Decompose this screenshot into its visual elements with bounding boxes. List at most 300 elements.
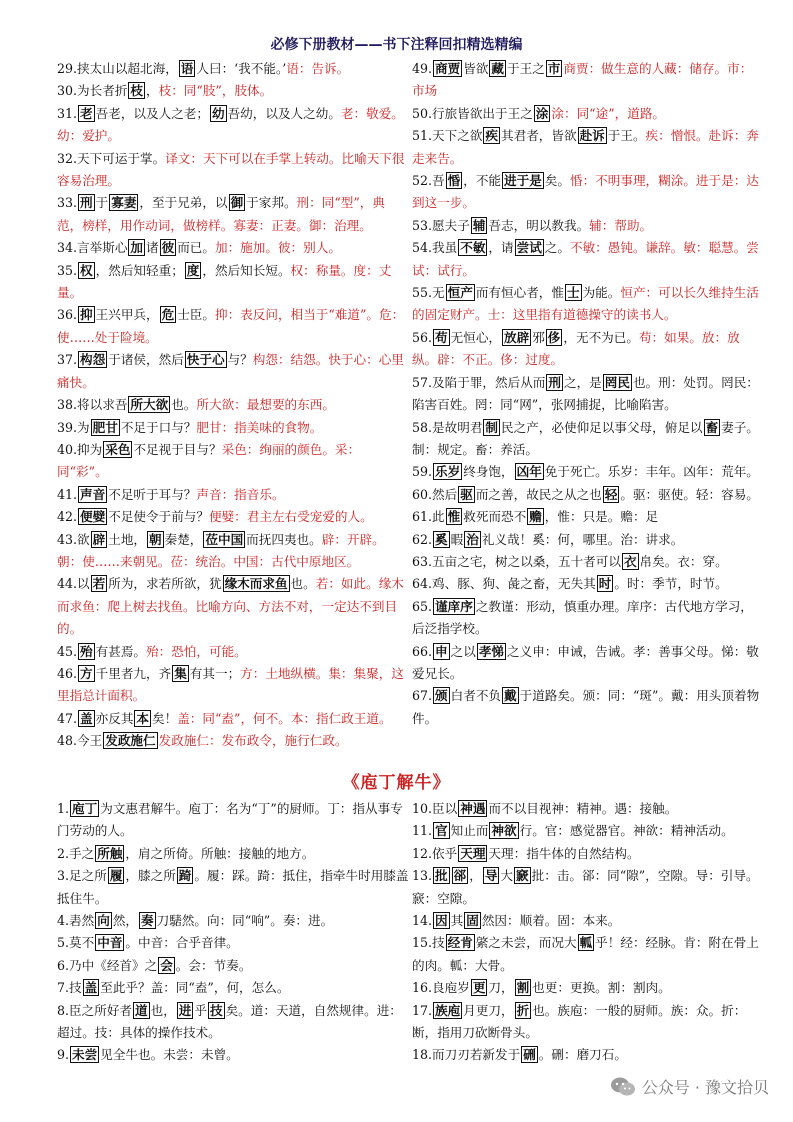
- entry-number: 9.: [57, 1047, 70, 1063]
- source-text: 。: [194, 868, 207, 884]
- boxed-keyword: 固: [466, 913, 479, 929]
- explanation-text: 刑：处罚。罔民：陷害百姓。罔：同“网”，张网捕捉，比喻陷害。: [412, 374, 759, 413]
- source-text: 吾幼，以及人之幼。: [227, 105, 341, 121]
- source-text: 技: [69, 980, 82, 996]
- source-text: 知止而: [450, 823, 489, 839]
- source-text: 之。: [544, 240, 570, 256]
- entry-number: 49.: [412, 61, 433, 76]
- annotation-entry: [412, 282, 764, 327]
- boxed-keyword: 神遇: [460, 801, 486, 816]
- annotation-entry: [57, 932, 409, 954]
- page-header: 必修下册教材——书下注释回扣精选精编: [270, 37, 523, 53]
- boxed-keyword: 窾: [516, 868, 529, 884]
- source-text: 千里者九，齐: [95, 665, 172, 681]
- boxed-keyword: 畜: [705, 419, 719, 435]
- source-text: 邪: [532, 329, 545, 345]
- annotation-entry: [412, 910, 764, 932]
- source-text: 无恒心，: [450, 329, 501, 345]
- entry-number: 33.: [57, 195, 78, 211]
- source-text: 所为，求若所欲，犹: [108, 576, 222, 592]
- source-text: 皆欲: [463, 61, 489, 76]
- boxed-keyword: 惛: [447, 173, 461, 189]
- boxed-keyword: 苟: [435, 329, 448, 345]
- explanation-text: 便嬖：君主左右受宠爱的人。: [208, 509, 373, 525]
- entry-number: 15.: [412, 935, 433, 951]
- source-text: 手之: [69, 845, 95, 861]
- source-text: 批：: [531, 868, 557, 884]
- explanation-text: 语：告诉。: [286, 61, 350, 76]
- boxed-keyword: 軱: [579, 935, 593, 951]
- watermark-text: 公众号 · 豫文拾贝: [641, 1078, 769, 1097]
- explanation-text: 枝：同“肢”，肢体。: [158, 83, 273, 99]
- source-text: ，: [146, 83, 159, 99]
- entry-number: 36.: [57, 307, 78, 323]
- entry-number: 48.: [57, 733, 78, 749]
- boxed-keyword: 向: [97, 913, 110, 929]
- annotation-entry: [412, 573, 764, 595]
- boxed-keyword: 度: [186, 262, 200, 278]
- boxed-keyword: 所大欲: [130, 397, 169, 413]
- explanation-text: 惟：只是。赡：足: [557, 509, 659, 525]
- entry-number: 56.: [412, 329, 433, 345]
- explanation-text: 盖：同“盍”，何不。本：指仁政王道。: [177, 710, 392, 726]
- source-text: 此: [432, 509, 445, 525]
- annotation-entry: [57, 260, 409, 305]
- annotation-entry: [412, 237, 764, 282]
- boxed-keyword: 治: [466, 531, 479, 547]
- source-text: 秦楚，: [164, 531, 203, 547]
- entry-number: 66.: [412, 643, 433, 659]
- annotation-entry: [57, 573, 409, 640]
- source-text: 言举斯心: [77, 240, 128, 256]
- entry-number: 5.: [57, 935, 70, 951]
- boxed-keyword: 恒产: [447, 285, 473, 301]
- boxed-keyword: 老: [80, 105, 93, 121]
- explanation-text: 奚：何，哪里。治：讲求。: [532, 531, 684, 547]
- explanation-text: 疾：憎恨。赴诉：奔走来告。: [412, 128, 759, 166]
- boxed-keyword: 御: [230, 195, 244, 211]
- annotation-entry: [412, 215, 764, 237]
- source-text: 。: [620, 486, 633, 502]
- source-text: ，无不为已。: [563, 329, 639, 345]
- boxed-keyword: 驱: [460, 486, 473, 502]
- explanation-text: 苟：如果。放：放纵。辟：不正。侈：过度。: [412, 329, 740, 368]
- source-text: 不足视于目与？: [133, 441, 222, 457]
- entry-number: 14.: [412, 913, 433, 929]
- explanation-text: 族庖：一般的厨师。族：众。折：断，指用刀砍断骨头。: [412, 1002, 747, 1041]
- boxed-keyword: 戴: [504, 688, 517, 704]
- entry-number: 47.: [57, 710, 78, 726]
- boxed-keyword: 本: [136, 710, 149, 726]
- source-text: 帛矣。: [639, 553, 678, 569]
- annotation-entry: [57, 798, 409, 843]
- source-text: 足之所: [69, 868, 107, 884]
- explanation-text: 所触：接触的地方。: [200, 845, 315, 861]
- source-text: 刀，: [488, 980, 514, 996]
- source-text: 大: [500, 868, 513, 884]
- annotation-entry: [57, 439, 409, 484]
- source-text: 民之产，必使仰足以事父母，俯足以: [501, 419, 703, 435]
- boxed-keyword: 疾: [485, 128, 498, 144]
- source-text: 依乎: [432, 845, 458, 861]
- explanation-text: 精神。遇：接触。: [576, 801, 678, 816]
- entry-number: 45.: [57, 643, 78, 659]
- annotation-entry: [57, 708, 409, 730]
- boxed-keyword: 硎: [523, 1047, 536, 1063]
- boxed-keyword: 因: [435, 913, 448, 929]
- annotation-entry: [57, 529, 409, 574]
- entry-number: 52.: [412, 173, 433, 189]
- explanation-text: 老：敬爱。幼：爱护。: [57, 105, 404, 144]
- boxed-keyword: 道: [135, 1002, 148, 1018]
- boxed-keyword: 语: [180, 61, 194, 76]
- entry-number: 3.: [57, 868, 70, 884]
- source-text: 。: [538, 1047, 552, 1063]
- source-text: 矣。: [225, 1002, 251, 1018]
- entry-number: 67.: [412, 688, 433, 704]
- boxed-keyword: 衣: [623, 553, 637, 569]
- source-text: 亦反其: [95, 710, 134, 726]
- source-text: 刀騞然。: [156, 913, 207, 929]
- entry-number: 8.: [57, 1002, 70, 1018]
- source-text: 。: [125, 935, 138, 951]
- annotation-entry: [412, 372, 764, 417]
- source-text: 以: [77, 576, 90, 592]
- source-text: 然因：: [481, 913, 520, 929]
- entry-number: 42.: [57, 509, 78, 525]
- explanation-text: 申诫，告诫。孝：善事父母。悌：敬爱兄长。: [412, 643, 759, 681]
- entry-number: 18.: [412, 1047, 433, 1063]
- explanation-text: 妻子。制：规定。畜：养活。: [412, 419, 759, 457]
- boxed-keyword: 放辟: [504, 329, 530, 345]
- right-column-bottom: [412, 798, 764, 1067]
- boxed-keyword: 更: [472, 980, 486, 996]
- boxed-keyword: 郤: [453, 868, 467, 884]
- boxed-keyword: 便嬖: [80, 509, 106, 525]
- explanation-text: 顺着。固：本来。: [519, 913, 621, 929]
- entry-number: 1.: [57, 801, 70, 816]
- source-text: 臣之所好者: [69, 1002, 132, 1018]
- source-text: 乎！: [595, 935, 621, 951]
- boxed-keyword: 惟: [447, 509, 461, 525]
- boxed-keyword: 彼: [161, 240, 175, 256]
- explanation-text: 盖：同“盍”，何，怎么。: [150, 980, 290, 996]
- boxed-keyword: 市: [547, 61, 561, 76]
- source-text: 五亩之宅，树之以桑，五十者可以: [432, 553, 621, 569]
- entry-number: 34.: [57, 240, 78, 256]
- boxed-keyword: 天理: [460, 845, 486, 861]
- boxed-keyword: 凶年: [516, 464, 542, 480]
- source-text: 其: [450, 913, 464, 929]
- annotation-entry: [412, 1000, 764, 1045]
- annotation-entry: [412, 103, 764, 125]
- entry-number: 63.: [412, 553, 433, 569]
- boxed-keyword: 谨庠序: [435, 598, 473, 614]
- explanation-text: 构怨：结怨。快于心：心里痛快。: [57, 352, 404, 390]
- annotation-entry: [412, 977, 764, 999]
- entry-number: 64.: [412, 576, 433, 592]
- source-text: 吾: [432, 173, 445, 189]
- boxed-keyword: 技: [209, 1002, 223, 1018]
- explanation-text: 发政施仁：发布政令，施行仁政。: [158, 733, 348, 749]
- boxed-keyword: 发政施仁: [105, 733, 156, 749]
- section-title: 《庖丁解牛》: [342, 773, 451, 793]
- entry-number: 44.: [57, 576, 78, 592]
- source-text: 而之善，故民之从之也: [475, 486, 602, 502]
- annotation-entry: [412, 641, 764, 686]
- annotation-entry: [57, 641, 409, 663]
- source-text: 吾志，明以教我。: [488, 217, 590, 233]
- annotation-entry: [57, 394, 409, 416]
- boxed-keyword: 赡: [529, 509, 542, 525]
- boxed-keyword: 朝: [149, 531, 162, 547]
- explanation-text: 抑：表反问，相当于“难道”。危：使……处于险境。: [57, 307, 405, 345]
- source-text: ，膝之所: [125, 868, 176, 884]
- boxed-keyword: 若: [92, 576, 106, 592]
- entry-number: 11.: [412, 823, 433, 839]
- annotation-entry: [57, 192, 409, 237]
- boxed-keyword: 集: [174, 665, 187, 681]
- explanation-text: 衣：穿。: [677, 553, 728, 569]
- explanation-text: 更换。割：割肉。: [569, 980, 671, 996]
- source-text: 良庖岁: [432, 980, 470, 996]
- entry-number: 37.: [57, 352, 78, 368]
- entry-number: 53.: [412, 217, 433, 233]
- source-text: ，肩之所倚。: [125, 845, 201, 861]
- source-text: 乎: [194, 1002, 207, 1018]
- source-text: 为长者折: [77, 83, 128, 99]
- boxed-keyword: 刑: [548, 374, 561, 390]
- annotation-entry: [57, 910, 409, 932]
- boxed-keyword: 乐岁: [435, 464, 461, 480]
- explanation-text: 方：土地纵横。集：集聚，这里指总计面积。: [57, 665, 404, 704]
- source-text: 于道路矣。: [519, 688, 583, 704]
- entry-number: 60.: [412, 486, 433, 502]
- source-text: ，至于兄弟，以: [139, 195, 228, 211]
- boxed-keyword: 履: [109, 868, 123, 884]
- boxed-keyword: 盖: [84, 980, 98, 996]
- entry-number: 30.: [57, 83, 78, 99]
- source-text: 而已。: [177, 240, 215, 256]
- annotation-entry: [57, 1000, 409, 1045]
- entry-number: 39.: [57, 419, 78, 435]
- explanation-text: 辅：帮助。: [589, 217, 653, 233]
- boxed-keyword: 士: [566, 285, 580, 301]
- source-text: ，: [544, 509, 558, 525]
- source-text: ，不能: [463, 173, 501, 189]
- entry-number: 13.: [412, 868, 433, 884]
- boxed-keyword: 奏: [141, 913, 154, 929]
- source-text: 綮之未尝，而况大: [475, 935, 577, 951]
- boxed-keyword: 中音: [97, 935, 123, 951]
- source-text: 抑为: [77, 441, 103, 457]
- boxed-keyword: 神欲: [491, 823, 517, 839]
- source-text: 鸡、豚、狗、彘之畜，无失其: [432, 576, 596, 592]
- source-text: 不足使令于前与？: [108, 509, 209, 525]
- source-text: 愿夫子: [432, 217, 470, 233]
- boxed-keyword: 幼: [211, 105, 225, 121]
- explanation-text: 商贾：做生意的人藏：储存。市：市场: [412, 61, 753, 99]
- entry-number: 51.: [412, 128, 433, 144]
- source-text: 白者不负: [450, 688, 501, 704]
- boxed-keyword: 涂: [535, 105, 549, 121]
- boxed-keyword: 方: [80, 665, 93, 681]
- source-text: 也。: [290, 576, 316, 592]
- source-text: 天下可运于掌。: [77, 150, 166, 166]
- source-text: 臣以: [432, 801, 458, 816]
- annotation-entry: [57, 484, 409, 506]
- annotation-entry: [412, 1044, 764, 1066]
- source-text: 见全牛也。: [100, 1047, 164, 1063]
- source-text: 将以求吾: [77, 397, 128, 413]
- boxed-keyword: 时: [598, 576, 612, 592]
- source-text: 免于死亡。: [544, 464, 608, 480]
- source-text: ，: [469, 868, 482, 884]
- explanation-text: 庠序：古代地方学习，后泛指学校。: [412, 598, 753, 637]
- explanation-text: 官：感觉器官。神欲：精神活动。: [544, 823, 734, 839]
- source-text: ，然后知轻重；: [95, 262, 184, 278]
- entry-number: 65.: [412, 598, 433, 614]
- source-text: ，然后知长短。: [202, 262, 291, 278]
- annotation-entry: [57, 148, 409, 193]
- annotation-entry: [57, 955, 409, 977]
- source-text: 也更：: [532, 980, 570, 996]
- annotation-entry: [412, 506, 764, 528]
- source-text: 天下之欲: [432, 128, 483, 144]
- entry-number: 4.: [57, 913, 70, 929]
- annotation-entry: [412, 596, 764, 641]
- source-text: 与？: [227, 352, 253, 368]
- right-column-top: [412, 58, 764, 730]
- boxed-keyword: 不敏: [460, 240, 486, 256]
- boxed-keyword: 缘木而求鱼: [224, 576, 288, 592]
- explanation-text: 肥甘：指美味的食物。: [196, 419, 323, 435]
- boxed-keyword: 盖: [80, 710, 93, 726]
- entry-number: 55.: [412, 285, 433, 301]
- source-text: 天理：: [488, 845, 527, 861]
- explanation-text: 经：经脉。肯：附在骨上的肉。軱：大骨。: [412, 935, 759, 973]
- source-text: 欲: [77, 531, 90, 547]
- explanation-text: 未尝：未曾。: [163, 1047, 239, 1063]
- source-text: 月更刀，: [463, 1002, 514, 1018]
- source-text: 也，: [150, 1002, 176, 1018]
- explanation-text: 乐岁：丰年。凶年：荒年。: [607, 464, 759, 480]
- source-text: 礼义哉！: [481, 531, 533, 547]
- entry-number: 10.: [412, 801, 433, 816]
- annotation-entry: [57, 80, 409, 102]
- annotation-entry: [57, 843, 409, 865]
- entry-number: 58.: [412, 419, 433, 435]
- boxed-keyword: 赴诉: [579, 128, 605, 144]
- wechat-icon: [610, 1076, 636, 1098]
- source-text: 于王之: [507, 61, 545, 76]
- source-text: 有其一；: [189, 665, 241, 681]
- annotation-entry: [412, 932, 764, 977]
- source-text: 救死而恐不: [463, 509, 527, 525]
- entry-number: 54.: [412, 240, 433, 256]
- entry-number: 43.: [57, 531, 78, 547]
- explanation-text: 指牛体的自然结构。: [526, 845, 640, 861]
- source-text: 是故明君: [432, 419, 483, 435]
- boxed-keyword: 割: [516, 980, 530, 996]
- annotation-entry: [57, 663, 409, 708]
- source-text: 有甚焉。: [95, 643, 146, 659]
- source-text: 而刀刃若新发于: [432, 1047, 521, 1063]
- entry-number: 46.: [57, 665, 78, 681]
- entry-number: 29.: [57, 61, 78, 76]
- boxed-keyword: 采色: [105, 441, 131, 457]
- annotation-entry: [412, 685, 764, 730]
- source-text: 于: [95, 195, 109, 211]
- boxed-keyword: 声音: [80, 486, 106, 502]
- annotation-entry: [412, 551, 764, 573]
- entry-number: 50.: [412, 105, 433, 121]
- source-text: 其君者，皆欲: [501, 128, 577, 144]
- annotation-entry: [412, 58, 764, 103]
- source-text: 行。: [519, 823, 545, 839]
- source-text: 于家邦。: [246, 195, 297, 211]
- explanation-text: 译文：天下可以在手掌上转动。比喻天下很容易治理。: [57, 150, 405, 189]
- boxed-keyword: 辟: [92, 531, 106, 547]
- source-text: 于王。: [607, 128, 646, 144]
- boxed-keyword: 进: [178, 1002, 192, 1018]
- entry-number: 7.: [57, 980, 70, 996]
- source-text: 不足于口与？: [120, 419, 197, 435]
- boxed-keyword: 制: [485, 419, 498, 435]
- boxed-keyword: 加: [130, 240, 143, 256]
- entry-number: 59.: [412, 464, 433, 480]
- annotation-entry: [412, 125, 764, 170]
- source-text: 我虽: [432, 240, 458, 256]
- source-text: 而不以目视神：: [488, 801, 577, 816]
- annotation-entry: [412, 484, 764, 506]
- annotation-entry: [57, 865, 409, 910]
- boxed-keyword: 莅中国: [205, 531, 244, 547]
- source-text: 暇: [450, 531, 464, 547]
- annotation-entry: [57, 349, 409, 394]
- annotation-entry: [412, 529, 764, 551]
- explanation-text: 道：天道，自然规律。进：超过。技：具体的操作技术。: [57, 1002, 402, 1041]
- explanation-text: 恒产：可以长久维持生活的固定财产。士：这里指有道德操守的读书人。: [412, 285, 759, 323]
- source-text: 莫不: [69, 935, 95, 951]
- entry-number: 32.: [57, 150, 78, 166]
- annotation-entry: [412, 327, 764, 372]
- annotation-entry: [412, 170, 764, 215]
- annotation-entry: [57, 58, 409, 80]
- source-text: 挟太山以超北海，: [77, 61, 178, 76]
- boxed-keyword: 官: [435, 823, 448, 839]
- explanation-text: 权：称量。度：丈量。: [57, 262, 392, 301]
- boxed-keyword: 罔民: [604, 374, 630, 390]
- boxed-keyword: 侈: [547, 329, 561, 345]
- annotation-entry: [57, 304, 409, 349]
- entry-number: 41.: [57, 486, 78, 502]
- entry-number: 31.: [57, 105, 78, 121]
- source-text: 不足听于耳与？: [108, 486, 197, 502]
- source-text: 。: [175, 957, 189, 973]
- watermark: [610, 1075, 769, 1098]
- entry-number: 35.: [57, 262, 78, 278]
- entry-number: 40.: [57, 441, 78, 457]
- source-text: 之义申：: [507, 643, 558, 659]
- annotation-entry: [57, 1044, 409, 1066]
- source-text: 及陷于罪，然后从而: [432, 374, 546, 390]
- left-column-top: [57, 58, 409, 753]
- boxed-keyword: 寡妻: [111, 195, 137, 211]
- boxed-keyword: 奚: [435, 531, 448, 547]
- entry-number: 38.: [57, 397, 78, 413]
- explanation-text: 若：如此。缘木而求鱼：爬上树去找鱼。比喻方向、方法不对，一定达不到目的。: [57, 576, 404, 637]
